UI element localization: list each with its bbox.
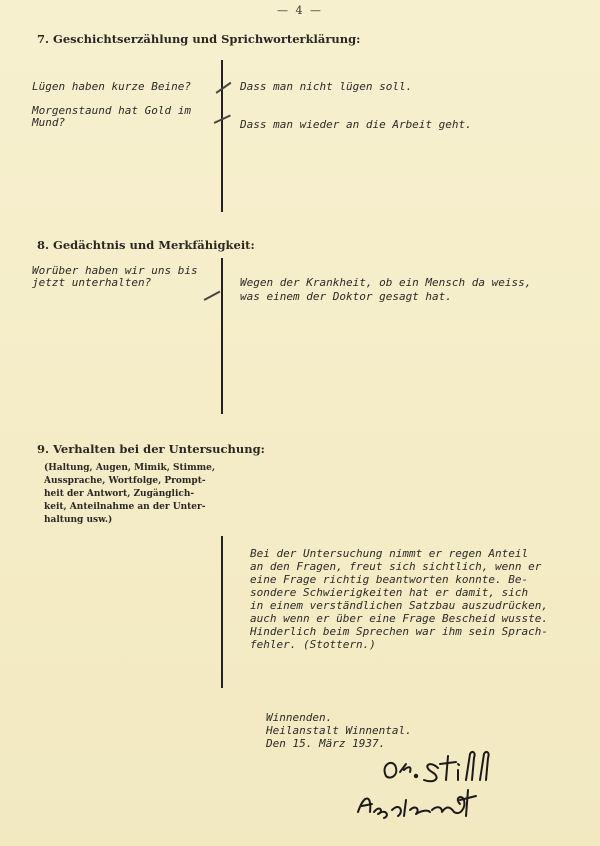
section-9-answer-line: an den Fragen, freut sich sichtlich, wenn er <box>250 560 542 573</box>
footer-place: Winnenden. <box>266 711 333 724</box>
section-8-answer-line-1: Wegen der Krankheit, ob ein Mensch da weiss, <box>240 276 532 289</box>
section-8-heading: 8. Gedächtnis und Merkfähigkeit: <box>37 238 255 252</box>
section-9-hint-line: Aussprache, Wortfolge, Prompt- <box>44 476 206 486</box>
section-9-hint-line: haltung usw.) <box>44 515 113 525</box>
footer-institution: Heilanstalt Winnental. <box>266 724 412 737</box>
section-7-question-2-line-1: Morgenstaund hat Gold im <box>32 104 191 117</box>
section-9-hint-line: heit der Antwort, Zugänglich- <box>44 489 195 499</box>
section-9-answer-line: sondere Schwierigkeiten hat er damit, sich <box>250 586 529 599</box>
section-8-question-line-1: Worüber haben wir uns bis <box>32 264 198 277</box>
section-7-heading: 7. Geschichtserzählung und Sprichworterklärung: <box>37 32 361 46</box>
section-8-divider <box>221 258 223 414</box>
section-9-answer-line: eine Frage richtig beantworten konnte. Be- <box>250 573 529 586</box>
section-7-answer-2: Dass man wieder an die Arbeit geht. <box>240 118 472 131</box>
section-9-answer-line: auch wenn er über eine Frage Bescheid wusste. <box>250 612 549 625</box>
handwritten-signature <box>350 750 530 830</box>
page-number: — 4 — <box>277 4 323 17</box>
section-9-answer-line: Hinderlich beim Sprechen war ihm sein Sprach- <box>250 625 549 638</box>
section-9-answer-line: Bei der Untersuchung nimmt er regen Anteil <box>250 547 529 560</box>
section-9-hint-line: (Haltung, Augen, Mimik, Stimme, <box>44 463 215 473</box>
section-9-hint-line: keit, Anteilnahme an der Unter- <box>44 502 206 512</box>
footer-date: Den 15. März 1937. <box>266 737 386 750</box>
section-9-heading: 9. Verhalten bei der Untersuchung: <box>37 442 265 456</box>
section-9-answer-line: fehler. (Stottern.) <box>250 638 376 651</box>
section-7-question-1: Lügen haben kurze Beine? <box>32 80 191 93</box>
section-7-answer-1: Dass man nicht lügen soll. <box>240 80 413 93</box>
answer-tick-mark <box>216 82 232 94</box>
section-7-question-2-line-2: Mund? <box>32 116 66 129</box>
section-9-answer-line: in einem verständlichen Satzbau auszudrücken, <box>250 599 549 612</box>
section-8-question-line-2: jetzt unterhalten? <box>32 276 152 289</box>
answer-tick-mark <box>204 291 221 301</box>
section-8-answer-line-2: was einem der Doktor gesagt hat. <box>240 290 452 303</box>
section-7-divider <box>221 60 223 212</box>
section-9-divider <box>221 536 223 688</box>
